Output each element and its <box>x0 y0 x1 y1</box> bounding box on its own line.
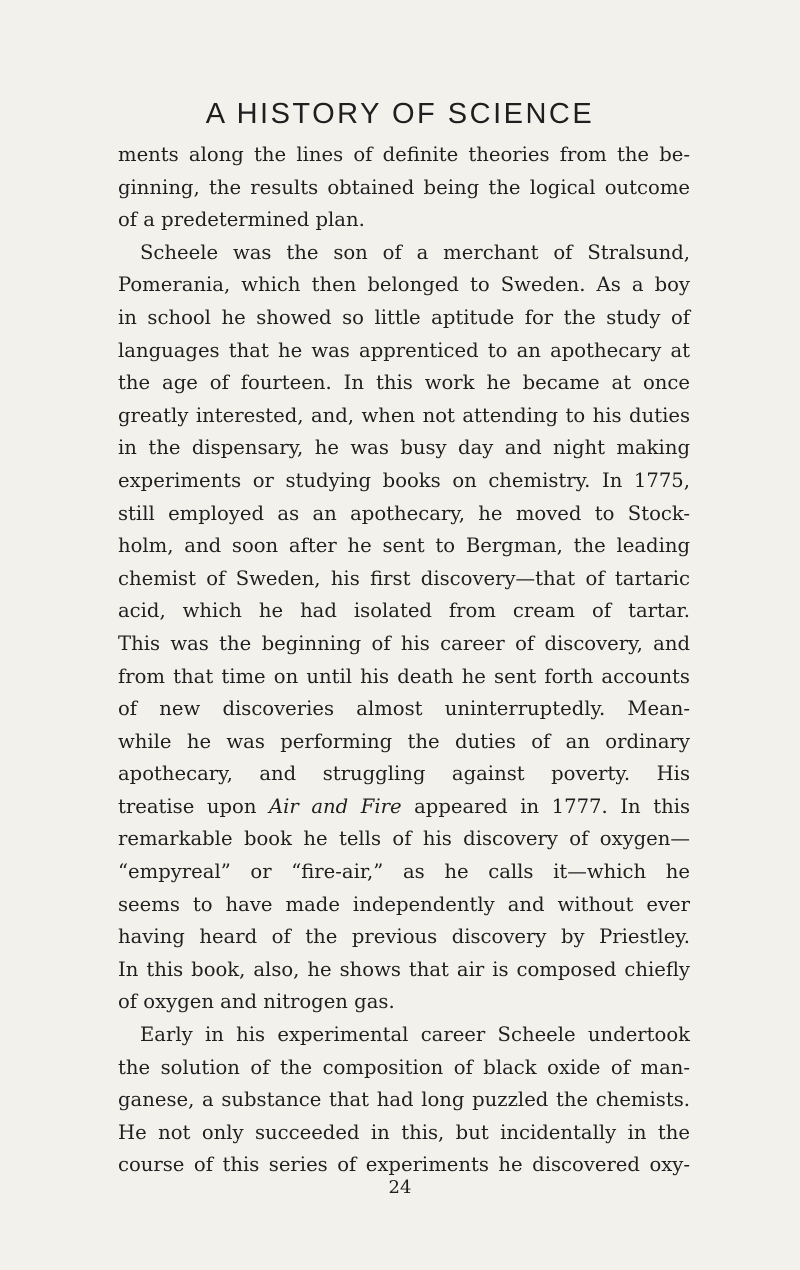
body-text <box>118 139 690 1182</box>
text-line: apothecary, and struggling against poverty. His <box>118 762 690 786</box>
text-line: acid, which he had isolated from cream of tartar. <box>118 599 690 623</box>
text-line: of a predetermined plan. <box>118 208 365 232</box>
text-segment: treatise upon <box>118 794 269 818</box>
text-line: in the dispensary, he was busy day and night making <box>118 436 690 460</box>
text-line: remarkable book he tells of his discovery of oxygen— <box>118 827 690 851</box>
text-line: greatly interested, and, when not attending to his duties <box>118 403 690 427</box>
text-line: from that time on until his death he sent forth accounts <box>118 664 690 688</box>
text-line: still employed as an apothecary, he moved to Stock- <box>118 501 690 525</box>
text-line: in school he showed so little aptitude for the study of <box>118 305 690 329</box>
text-line: holm, and soon after he sent to Bergman, the leading <box>118 534 690 558</box>
text-line: chemist of Sweden, his first discovery—that of tartaric <box>118 566 690 590</box>
text-line: experiments or studying books on chemistry. In 1775, <box>118 468 690 492</box>
text-line: of oxygen and nitrogen gas. <box>118 990 395 1014</box>
page-number: 24 <box>388 1177 412 1198</box>
text-line: Pomerania, which then belonged to Sweden. As a boy <box>118 273 690 297</box>
book-title-italic: Air and Fire <box>269 794 402 818</box>
text-line: ginning, the results obtained being the logical outcome <box>118 175 690 199</box>
text-line: while he was performing the duties of an ordinary <box>118 729 690 753</box>
text-line: ments along the lines of definite theories from the be- <box>118 143 690 166</box>
text-line: course of this series of experiments he discovered oxy- <box>118 1153 690 1177</box>
text-line: languages that he was apprenticed to an apothecary at <box>118 338 690 362</box>
text-line: having heard of the previous discovery by Priestley. <box>118 925 690 949</box>
text-line: Scheele was the son of a merchant of Stralsund, <box>140 240 690 264</box>
text-line <box>118 791 690 824</box>
text-line: of new discoveries almost uninterruptedly. Mean- <box>118 697 690 721</box>
running-head: A HISTORY OF SCIENCE <box>205 98 595 130</box>
text-line: Early in his experimental career Scheele undertook <box>140 1023 690 1047</box>
text-line: In this book, also, he shows that air is composed chiefly <box>118 957 690 981</box>
text-line: This was the beginning of his career of discovery, and <box>118 631 690 655</box>
text-segment: appeared in 1777. In this <box>401 794 691 818</box>
text-line: “empyreal” or “fire-air,” as he calls it—which he <box>118 860 690 884</box>
text-line: the solution of the composition of black oxide of man- <box>118 1055 690 1079</box>
text-line: seems to have made independently and without ever <box>118 892 690 916</box>
text-line: He not only succeeded in this, but incidentally in the <box>118 1120 690 1144</box>
text-line: the age of fourteen. In this work he became at once <box>118 371 690 395</box>
text-line: ganese, a substance that had long puzzled the chemists. <box>118 1088 690 1112</box>
